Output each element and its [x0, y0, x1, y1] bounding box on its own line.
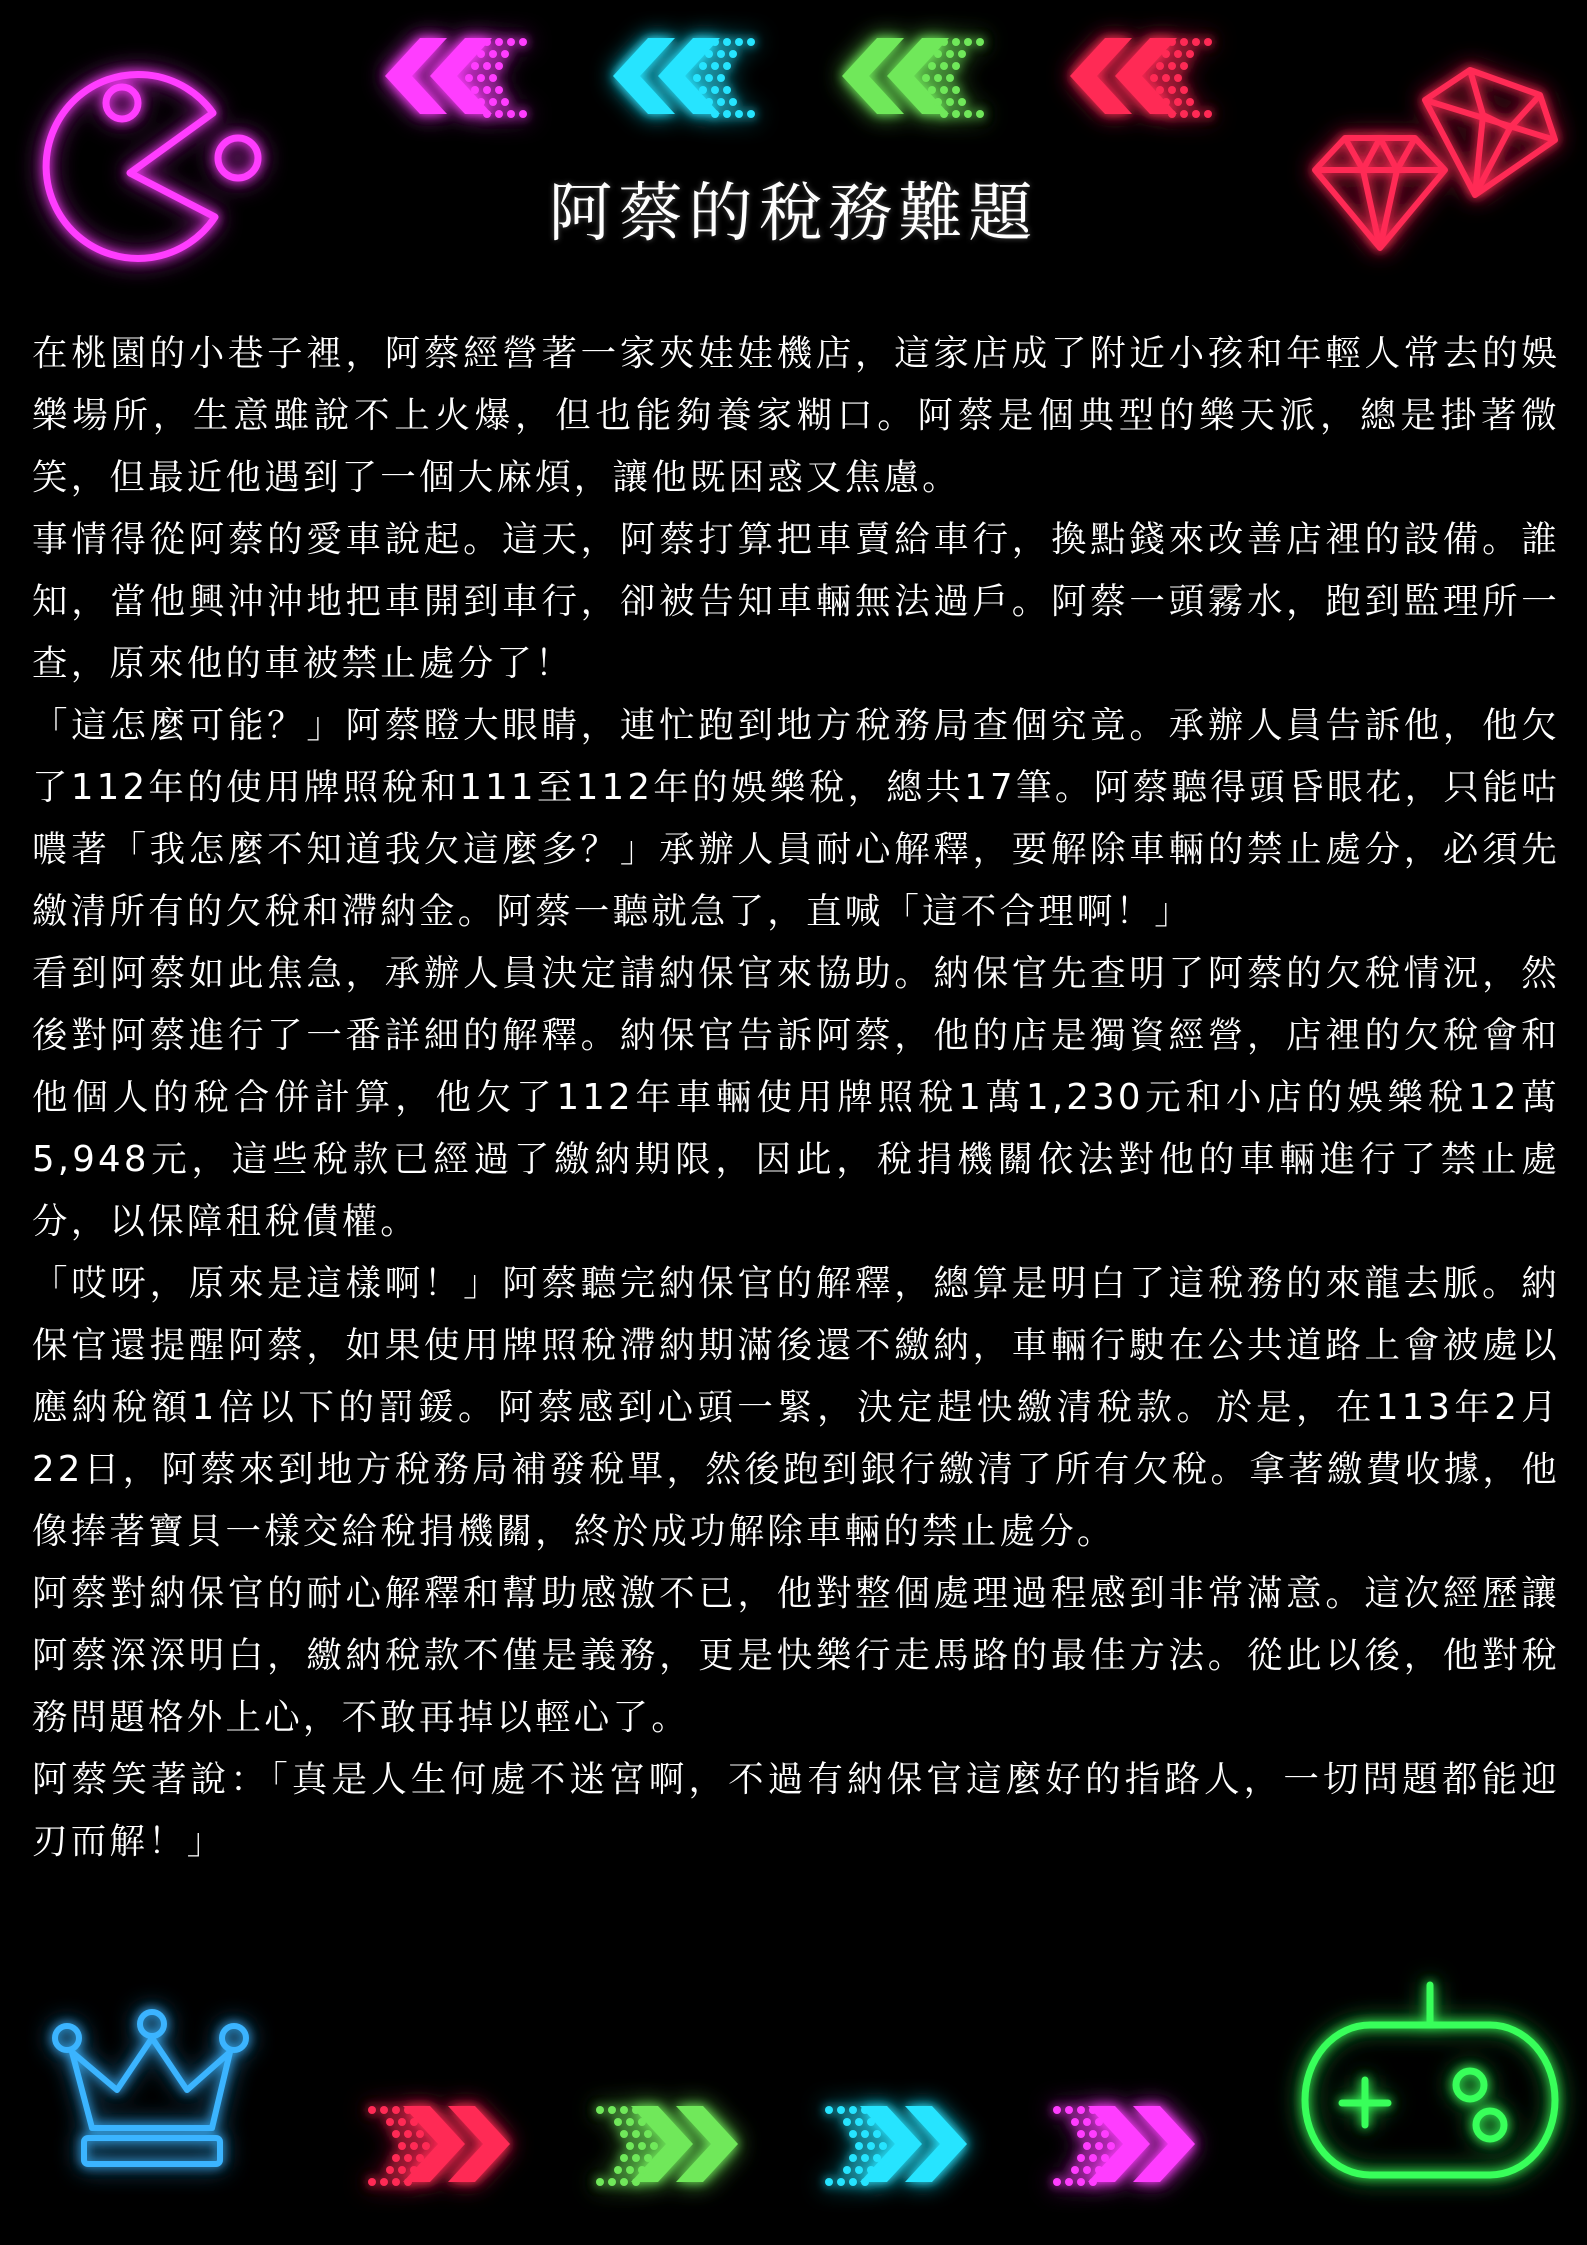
left-chevrons-icon [365, 32, 1245, 124]
story-paragraph: 在桃園的小巷子裡，阿蔡經營著一家夾娃娃機店，這家店成了附近小孩和年輕人常去的娛樂場所，生意雖說不上火爆，但也能夠養家糊口。阿蔡是個典型的樂天派，總是掛著微笑，但最近他遇到了一個大麻煩，讓他既困惑又焦慮。 [32, 333, 1560, 498]
story-paragraph: 阿蔡對納保官的耐心解釋和幫助感激不已，他對整個處理過程感到非常滿意。這次經歷讓阿蔡深深明白，繳納稅款不僅是義務，更是快樂行走馬路的最佳方法。從此以後，他對稅務問題格外上心，不敢再掉以輕心了。 [32, 1573, 1560, 1738]
story-body [32, 323, 1560, 1873]
crown-icon [52, 2010, 252, 2180]
story-paragraph: 「哎呀，原來是這樣啊！」阿蔡聽完納保官的解釋，總算是明白了這稅務的來龍去脈。納保官還提醒阿蔡，如果使用牌照稅滯納期滿後還不繳納，車輛行駛在公共道路上會被處以應納稅額1倍以下的罰鍰。阿蔡感到心頭一緊，決定趕快繳清稅款。於是，在113年2月22日，阿蔡來到地方稅務局補發稅單，然後跑到銀行繳清了所有欠稅。拿著繳費收據，他像捧著寶貝一樣交給稅捐機關，終於成功解除車輛的禁止處分。 [32, 1263, 1560, 1552]
story-paragraph: 看到阿蔡如此焦急，承辦人員決定請納保官來協助。納保官先查明了阿蔡的欠稅情況，然後對阿蔡進行了一番詳細的解釋。納保官告訴阿蔡，他的店是獨資經營，店裡的欠稅會和他個人的稅合併計算，他欠了112年車輛使用牌照稅1萬1,230元和小店的娛樂稅12萬5,948元，這些稅款已經過了繳納期限，因此，稅捐機關依法對他的車輛進行了禁止處分，以保障租稅債權。 [32, 953, 1560, 1242]
right-chevrons-icon [365, 2100, 1245, 2192]
page-title: 阿蔡的稅務難題 [548, 177, 1039, 251]
story-paragraph: 事情得從阿蔡的愛車說起。這天，阿蔡打算把車賣給車行，換點錢來改善店裡的設備。誰知，當他興沖沖地把車開到車行，卻被告知車輛無法過戶。阿蔡一頭霧水，跑到監理所一查，原來他的車被禁止處分了！ [32, 519, 1560, 684]
gamepad-icon [1300, 1975, 1560, 2190]
story-paragraph: 「這怎麼可能？」阿蔡瞪大眼睛，連忙跑到地方稅務局查個究竟。承辦人員告訴他，他欠了112年的使用牌照稅和111至112年的娛樂稅，總共17筆。阿蔡聽得頭昏眼花，只能咕噥著「我怎麼不知道我欠這麼多？」承辦人員耐心解釋，要解除車輛的禁止處分，必須先繳清所有的欠稅和滯納金。阿蔡一聽就急了，直喊「這不合理啊！」 [32, 705, 1560, 932]
story-paragraph: 阿蔡笑著說：「真是人生何處不迷宮啊，不過有納保官這麼好的指路人，一切問題都能迎刃而解！」 [32, 1759, 1560, 1862]
